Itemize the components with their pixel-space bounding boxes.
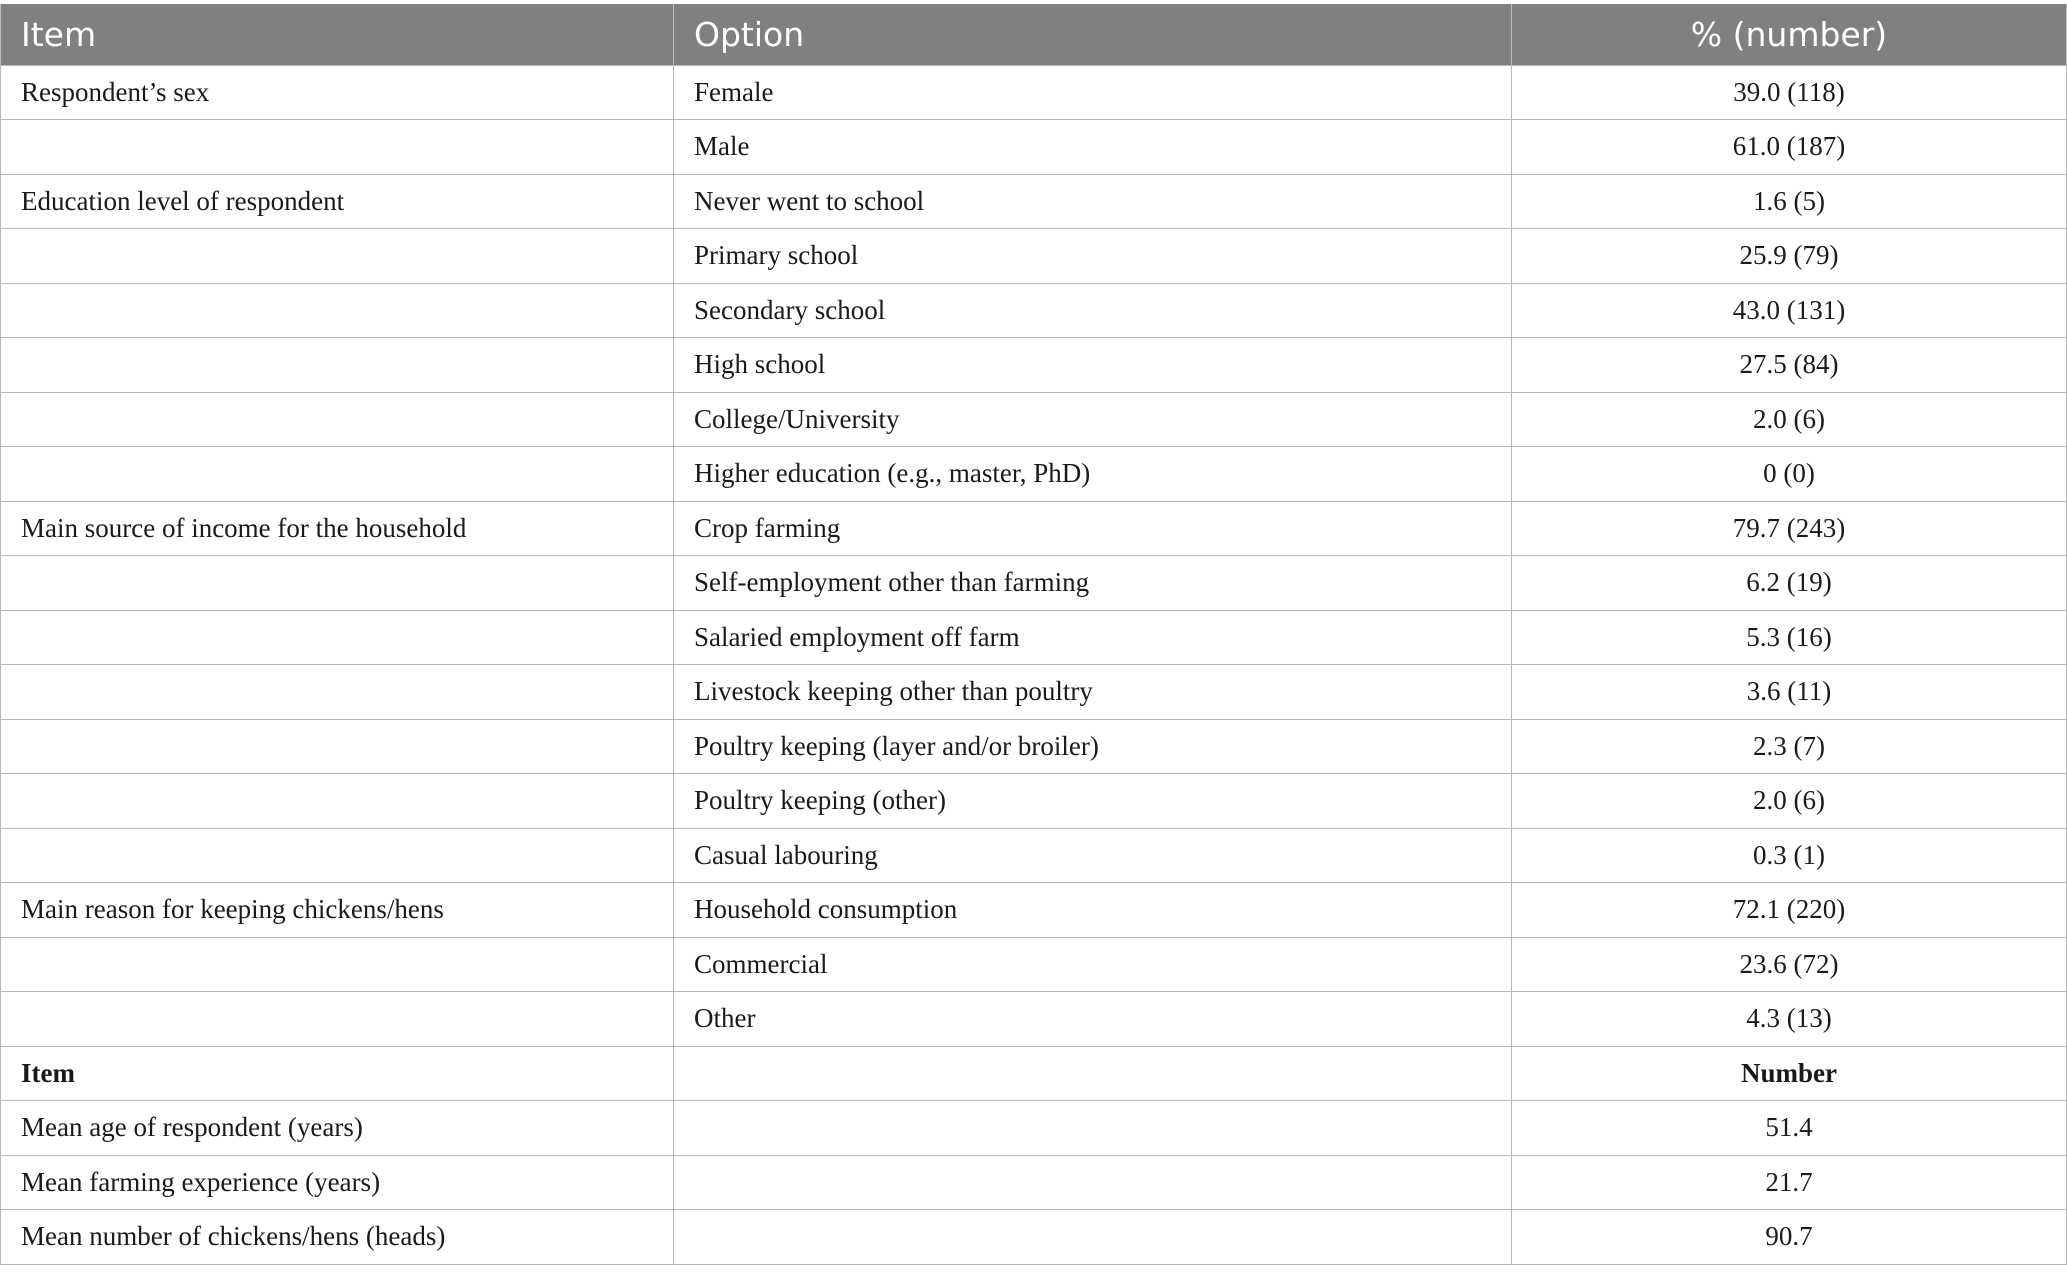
cell-item	[1, 610, 674, 665]
cell-option: Female	[674, 65, 1512, 120]
cell-value: 0 (0)	[1512, 447, 2067, 502]
cell-item: Main reason for keeping chickens/hens	[1, 883, 674, 938]
table-row	[1, 447, 2067, 502]
cell-item	[1, 665, 674, 720]
cell-option: Casual labouring	[674, 828, 1512, 883]
table-row	[1, 174, 2067, 229]
table-row	[1, 1155, 2067, 1210]
table-row	[1, 229, 2067, 284]
header-value: % (number)	[1512, 4, 2067, 65]
table-row	[1, 828, 2067, 883]
cell-value: 72.1 (220)	[1512, 883, 2067, 938]
cell-item	[1, 283, 674, 338]
cell-option: Higher education (e.g., master, PhD)	[674, 447, 1512, 502]
cell-item	[1, 120, 674, 175]
table-row	[1, 556, 2067, 611]
cell-item: Mean farming experience (years)	[1, 1155, 674, 1210]
cell-item	[1, 719, 674, 774]
header-option: Option	[674, 4, 1512, 65]
cell-value: 5.3 (16)	[1512, 610, 2067, 665]
cell-item	[1, 774, 674, 829]
table-row	[1, 610, 2067, 665]
table-header	[1, 4, 2067, 65]
table-row	[1, 883, 2067, 938]
cell-value: 39.0 (118)	[1512, 65, 2067, 120]
cell-item	[1, 992, 674, 1047]
cell-item: Mean age of respondent (years)	[1, 1101, 674, 1156]
table-row	[1, 338, 2067, 393]
table-row	[1, 501, 2067, 556]
table-row	[1, 283, 2067, 338]
cell-option: Poultry keeping (layer and/or broiler)	[674, 719, 1512, 774]
cell-option: Self-employment other than farming	[674, 556, 1512, 611]
header-item: Item	[1, 4, 674, 65]
subheader-value: Number	[1512, 1046, 2067, 1101]
cell-value: 43.0 (131)	[1512, 283, 2067, 338]
table-row	[1, 719, 2067, 774]
table-row	[1, 774, 2067, 829]
cell-item	[1, 229, 674, 284]
cell-option: Livestock keeping other than poultry	[674, 665, 1512, 720]
cell-item: Respondent’s sex	[1, 65, 674, 120]
cell-value: 51.4	[1512, 1101, 2067, 1156]
cell-option: Never went to school	[674, 174, 1512, 229]
cell-value: 0.3 (1)	[1512, 828, 2067, 883]
cell-option: Crop farming	[674, 501, 1512, 556]
cell-option	[674, 1210, 1512, 1265]
cell-value: 25.9 (79)	[1512, 229, 2067, 284]
cell-value: 2.0 (6)	[1512, 774, 2067, 829]
cell-option	[674, 1101, 1512, 1156]
cell-item	[1, 447, 674, 502]
cell-value: 6.2 (19)	[1512, 556, 2067, 611]
table-row	[1, 1101, 2067, 1156]
subheader-item: Item	[1, 1046, 674, 1101]
cell-value: 61.0 (187)	[1512, 120, 2067, 175]
cell-item	[1, 338, 674, 393]
cell-item: Mean number of chickens/hens (heads)	[1, 1210, 674, 1265]
table-body	[1, 65, 2067, 1264]
cell-value: 3.6 (11)	[1512, 665, 2067, 720]
header-row	[1, 4, 2067, 65]
table-row	[1, 992, 2067, 1047]
cell-option: High school	[674, 338, 1512, 393]
table-row	[1, 392, 2067, 447]
cell-option: Salaried employment off farm	[674, 610, 1512, 665]
cell-value: 79.7 (243)	[1512, 501, 2067, 556]
subheader-option	[674, 1046, 1512, 1101]
cell-option: Male	[674, 120, 1512, 175]
cell-option: Secondary school	[674, 283, 1512, 338]
cell-item: Education level of respondent	[1, 174, 674, 229]
cell-option: Commercial	[674, 937, 1512, 992]
cell-option: Poultry keeping (other)	[674, 774, 1512, 829]
cell-option: Other	[674, 992, 1512, 1047]
subheader-row	[1, 1046, 2067, 1101]
cell-option: Primary school	[674, 229, 1512, 284]
cell-option	[674, 1155, 1512, 1210]
cell-item	[1, 937, 674, 992]
cell-value: 4.3 (13)	[1512, 992, 2067, 1047]
cell-option: Household consumption	[674, 883, 1512, 938]
cell-value: 23.6 (72)	[1512, 937, 2067, 992]
cell-value: 2.3 (7)	[1512, 719, 2067, 774]
cell-value: 27.5 (84)	[1512, 338, 2067, 393]
cell-item: Main source of income for the household	[1, 501, 674, 556]
table-row	[1, 65, 2067, 120]
table-row	[1, 937, 2067, 992]
cell-value: 21.7	[1512, 1155, 2067, 1210]
cell-item	[1, 556, 674, 611]
cell-item	[1, 828, 674, 883]
cell-value: 90.7	[1512, 1210, 2067, 1265]
cell-option: College/University	[674, 392, 1512, 447]
table-row	[1, 120, 2067, 175]
cell-item	[1, 392, 674, 447]
cell-value: 2.0 (6)	[1512, 392, 2067, 447]
table-row	[1, 665, 2067, 720]
cell-value: 1.6 (5)	[1512, 174, 2067, 229]
data-table	[0, 4, 2067, 1265]
table-row	[1, 1210, 2067, 1265]
